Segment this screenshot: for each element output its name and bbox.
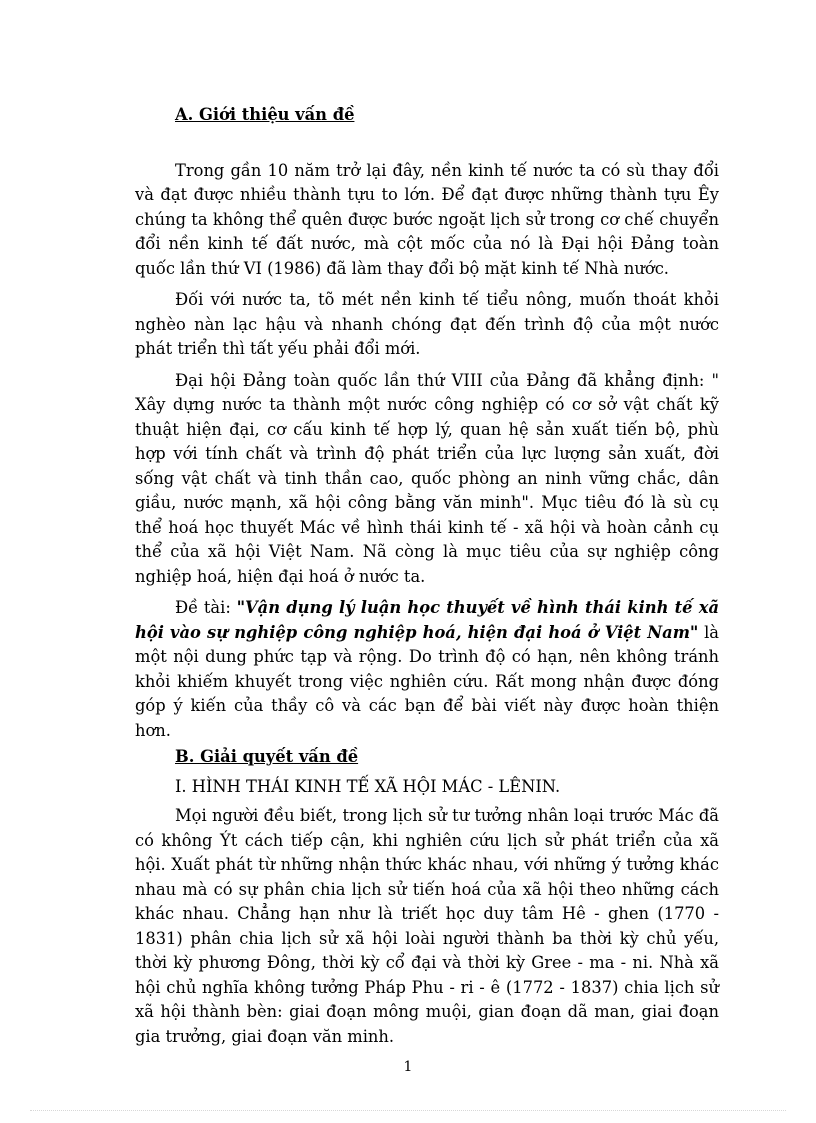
section-b-subheading: I. HÌNH THÁI KINH TẾ XÃ HỘI MÁC - LÊNIN. <box>175 776 561 796</box>
topic-title: "Vận dụng lý luận học thuyết về hình thái kinh tế xã hội vào sự nghiệp công nghiệp hoá, hiện đại hoá ở Việt Nam" <box>135 598 719 642</box>
page-bottom-divider <box>30 1110 786 1111</box>
section-a-heading: A. Giới thiệu vấn đề <box>175 105 355 124</box>
section-b-heading: B. Giải quyết vấn đề <box>175 747 359 766</box>
page-number: 1 <box>403 1059 413 1075</box>
topic-prefix: Đề tài: <box>175 598 237 617</box>
document-body <box>135 103 719 1056</box>
topic-paragraph <box>135 596 719 743</box>
topic-description: là một nội dung phức tạp và rộng. Do trình độ có hạn, nên không tránh khỏi khiếm khuyết trong việc nghiên cứu. Rất mong nhận được đóng góp ý kiến của thầy cô và các bạn để bài viết này được hoàn thiện hơn. <box>135 622 719 740</box>
section-a-paragraph-1: Trong gần 10 năm trở lại đây, nền kinh tế nước ta có sù thay đổi và đạt được nhiều thành tựu to lớn. Để đạt được những thành tựu Êy chúng ta không thể quên được bước ngoặt lịch sử trong cơ chế chuyển đổi nền kinh tế đất nước, mà cột mốc của nó là Đại hội Đảng toàn quốc lần thứ VI (1986) đã làm thay đổi bộ mặt kinh tế Nhà nước. <box>135 160 719 278</box>
section-b-paragraph-1: Mọi người đều biết, trong lịch sử tư tưởng nhân loại trước Mác đã có không Ýt cách tiếp cận, khi nghiên cứu lịch sử phát triển của xã hội. Xuất phát từ những nhận thức khác nhau, với những ý tưởng khác nhau mà có sự phân chia lịch sử tiến hoá của xã hội theo những cách khác nhau. Chẳng hạn như là triết học duy tâm Hê - ghen (1770 - 1831) phân chia lịch sử xã hội loài người thành ba thời kỳ chủ yếu, thời kỳ phương Đông, thời kỳ cổ đại và thời kỳ Gree - ma - ni. Nhà xã hội chủ nghĩa không tưởng Pháp Phu - ri - ê (1772 - 1837) chia lịch sử xã hội thành bèn: giai đoạn mông muội, gian đoạn dã man, giai đoạn gia trưởng, giai đoạn văn minh. <box>135 806 719 1046</box>
section-a-paragraph-2: Đối với nước ta, tõ mét nền kinh tế tiểu nông, muốn thoát khỏi nghèo nàn lạc hậu và nhanh chóng đạt đến trình độ của một nước phát triển thì tất yếu phải đổi mới. <box>135 290 719 358</box>
section-a-paragraph-3: Đại hội Đảng toàn quốc lần thứ VIII của Đảng đã khẳng định: " Xây dựng nước ta thành một nước công nghiệp có cơ sở vật chất kỹ thuật hiện đại, cơ cấu kinh tế hợp lý, quan hệ sản xuất tiến bộ, phù hợp với tính chất và trình độ phát triển của lực lượng sản xuất, đời sống vật chất và tinh thần cao, quốc phòng an ninh vững chắc, dân giầu, nước mạnh, xã hội công bằng văn minh". Mục tiêu đó là sù cụ thể hoá học thuyết Mác về hình thái kinh tế - xã hội và hoàn cảnh cụ thể của xã hội Việt Nam. Nã còng là mục tiêu của sự nghiệp công nghiệp hoá, hiện đại hoá ở nước ta. <box>135 370 719 586</box>
